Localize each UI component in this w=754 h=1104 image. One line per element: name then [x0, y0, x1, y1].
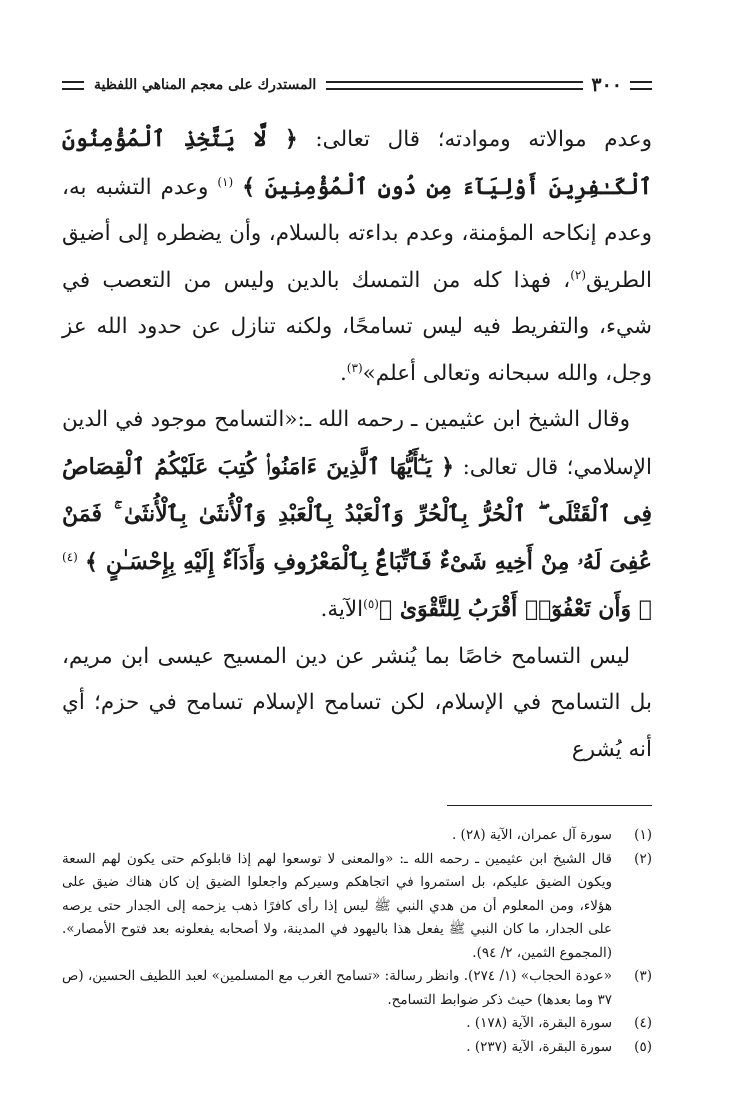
footnote-number: (٢) [634, 850, 652, 867]
paragraph-3 [62, 634, 652, 774]
footnote-number: (١) [634, 827, 652, 843]
text-run: وعدم التشبه به، وعدم إنكاحه المؤمنة، وعدم بداءته بالسلام، وأن يضطره إلى أضيق الطريق [62, 174, 652, 293]
quran-verse: ﴿ يَـٰٓأَيُّهَا ٱلَّذِينَ ءَامَنُوا۟ كُتِبَ عَلَيْكُمُ ٱلْقِصَاصُ فِى ٱلْقَتْلَى ۖ ٱلْحُرُّ بِٱلْحُرِّ وَٱلْعَبْدُ بِٱلْعَبْدِ وَٱلْأُنثَىٰ بِٱلْأُنثَىٰ ۚ فَمَنْ عُفِىَ لَهُۥ مِنْ أَخِيهِ شَىْءٌ فَٱتِّبَاعٌۢ بِٱلْمَعْرُوفِ وَأَدَآءٌ إِلَيْهِ بِإِحْسَـٰنٍ ﴾ [62, 453, 652, 575]
page-number: ٣٠٠ [591, 74, 622, 96]
text-run: وعدم موالاته وموادته؛ قال تعالى: [315, 127, 652, 152]
footnote-text: سورة آل عمران، الآية (٢٨) . [451, 827, 612, 843]
footnote-ref: (٣) [346, 360, 363, 375]
header-rule-right [630, 81, 652, 90]
text-run: الآية. [320, 597, 364, 622]
footnote-separator [447, 805, 652, 806]
footnote-ref: (١) [217, 174, 234, 189]
text-run: ليس التسامح خاصًا بما يُنشر عن دين المسيح عيسى ابن مريم، بل التسامح في الإسلام، لكن تسامح الإسلام تسامح في حزم؛ أي أنه يُشرع [62, 643, 652, 762]
text-run: وقال الشيخ ابن عثيمين ـ رحمه الله ـ:«التسامح موجود في الدين الإسلامي؛ قال تعالى: [62, 407, 652, 480]
footnote-item [62, 1012, 652, 1036]
footnote-item [62, 848, 652, 966]
footnote-number: (٣) [634, 968, 652, 984]
footnote-text: سورة البقرة، الآية (٢٣٧) . [466, 1038, 612, 1055]
footnote-item [62, 824, 652, 848]
header-rule-left [62, 81, 84, 90]
quran-verse: ﴿ لَّا يَتَّخِذِ ٱلْمُؤْمِنُونَ ٱلْكَـٰفِرِينَ أَوْلِيَآءَ مِن دُونِ ٱلْمُؤْمِنِينَ ﴾ [62, 126, 653, 200]
footnote-ref: (٢) [570, 267, 587, 282]
text-run: ، فهذا كله من التمسك بالدين وليس من التعصب في شيء، والتفريط فيه ليس تسامحًا، ولكنه تنازل عن حدود الله عز وجل، والله سبحانه وتعالى أعلم» [62, 267, 652, 386]
text-run: . [339, 360, 347, 386]
main-text [62, 116, 652, 773]
footnote-item [62, 1036, 652, 1060]
paragraph-1 [62, 116, 652, 397]
footnote-item [62, 965, 652, 1012]
footnote-number: (٥) [634, 1038, 652, 1055]
book-title: المستدرك على معجم المناهي اللفظية [94, 77, 317, 93]
footnote-text: سورة البقرة، الآية (١٧٨) . [466, 1015, 612, 1031]
book-page [62, 72, 652, 1072]
paragraph-2 [62, 397, 652, 634]
footnote-number: (٤) [634, 1015, 652, 1031]
footnote-text: قال الشيخ ابن عثيمين ـ رحمه الله ـ: «والمعنى لا توسعوا لهم إذا قابلوكم حتى يكون لهم السعة ويكون الضيق عليكم، بل استمروا في اتجاهكم وسيركم واجعلوا الضيق إن كان هناك ضيق على هؤلاء، ومن المعلوم أن من هدي النبي ﷺ ليس إذا رأى كافرًا ذهب يزحمه إلى الجدار حتى يرصه على الجدار، ما كان النبي ﷺ يفعل هذا باليهود في المدينة، ولا أصحابه يفعلونه بعد فتوح الأمصار». (المجموع الثمين، ٢/ ٩٤). [62, 850, 612, 961]
footnote-text: «عودة الحجاب» (١/ ٢٧٤). وانظر رسالة: «تسامح الغرب مع المسلمين» لعبد اللطيف الحسين، (ص ٣٧ وما بعدها) حيث ذكر ضوابط التسامح. [62, 968, 612, 1008]
header-rule-middle [326, 81, 583, 90]
footnote-ref: (٤) [62, 549, 78, 564]
quran-verse: ﴿ وَأَن تَعْفُوٓا۟ أَقْرَبُ لِلتَّقْوَىٰ ﴾ [378, 596, 652, 622]
footnote-ref: (٥) [363, 596, 379, 611]
footnotes [62, 824, 652, 1059]
running-header [62, 72, 652, 98]
